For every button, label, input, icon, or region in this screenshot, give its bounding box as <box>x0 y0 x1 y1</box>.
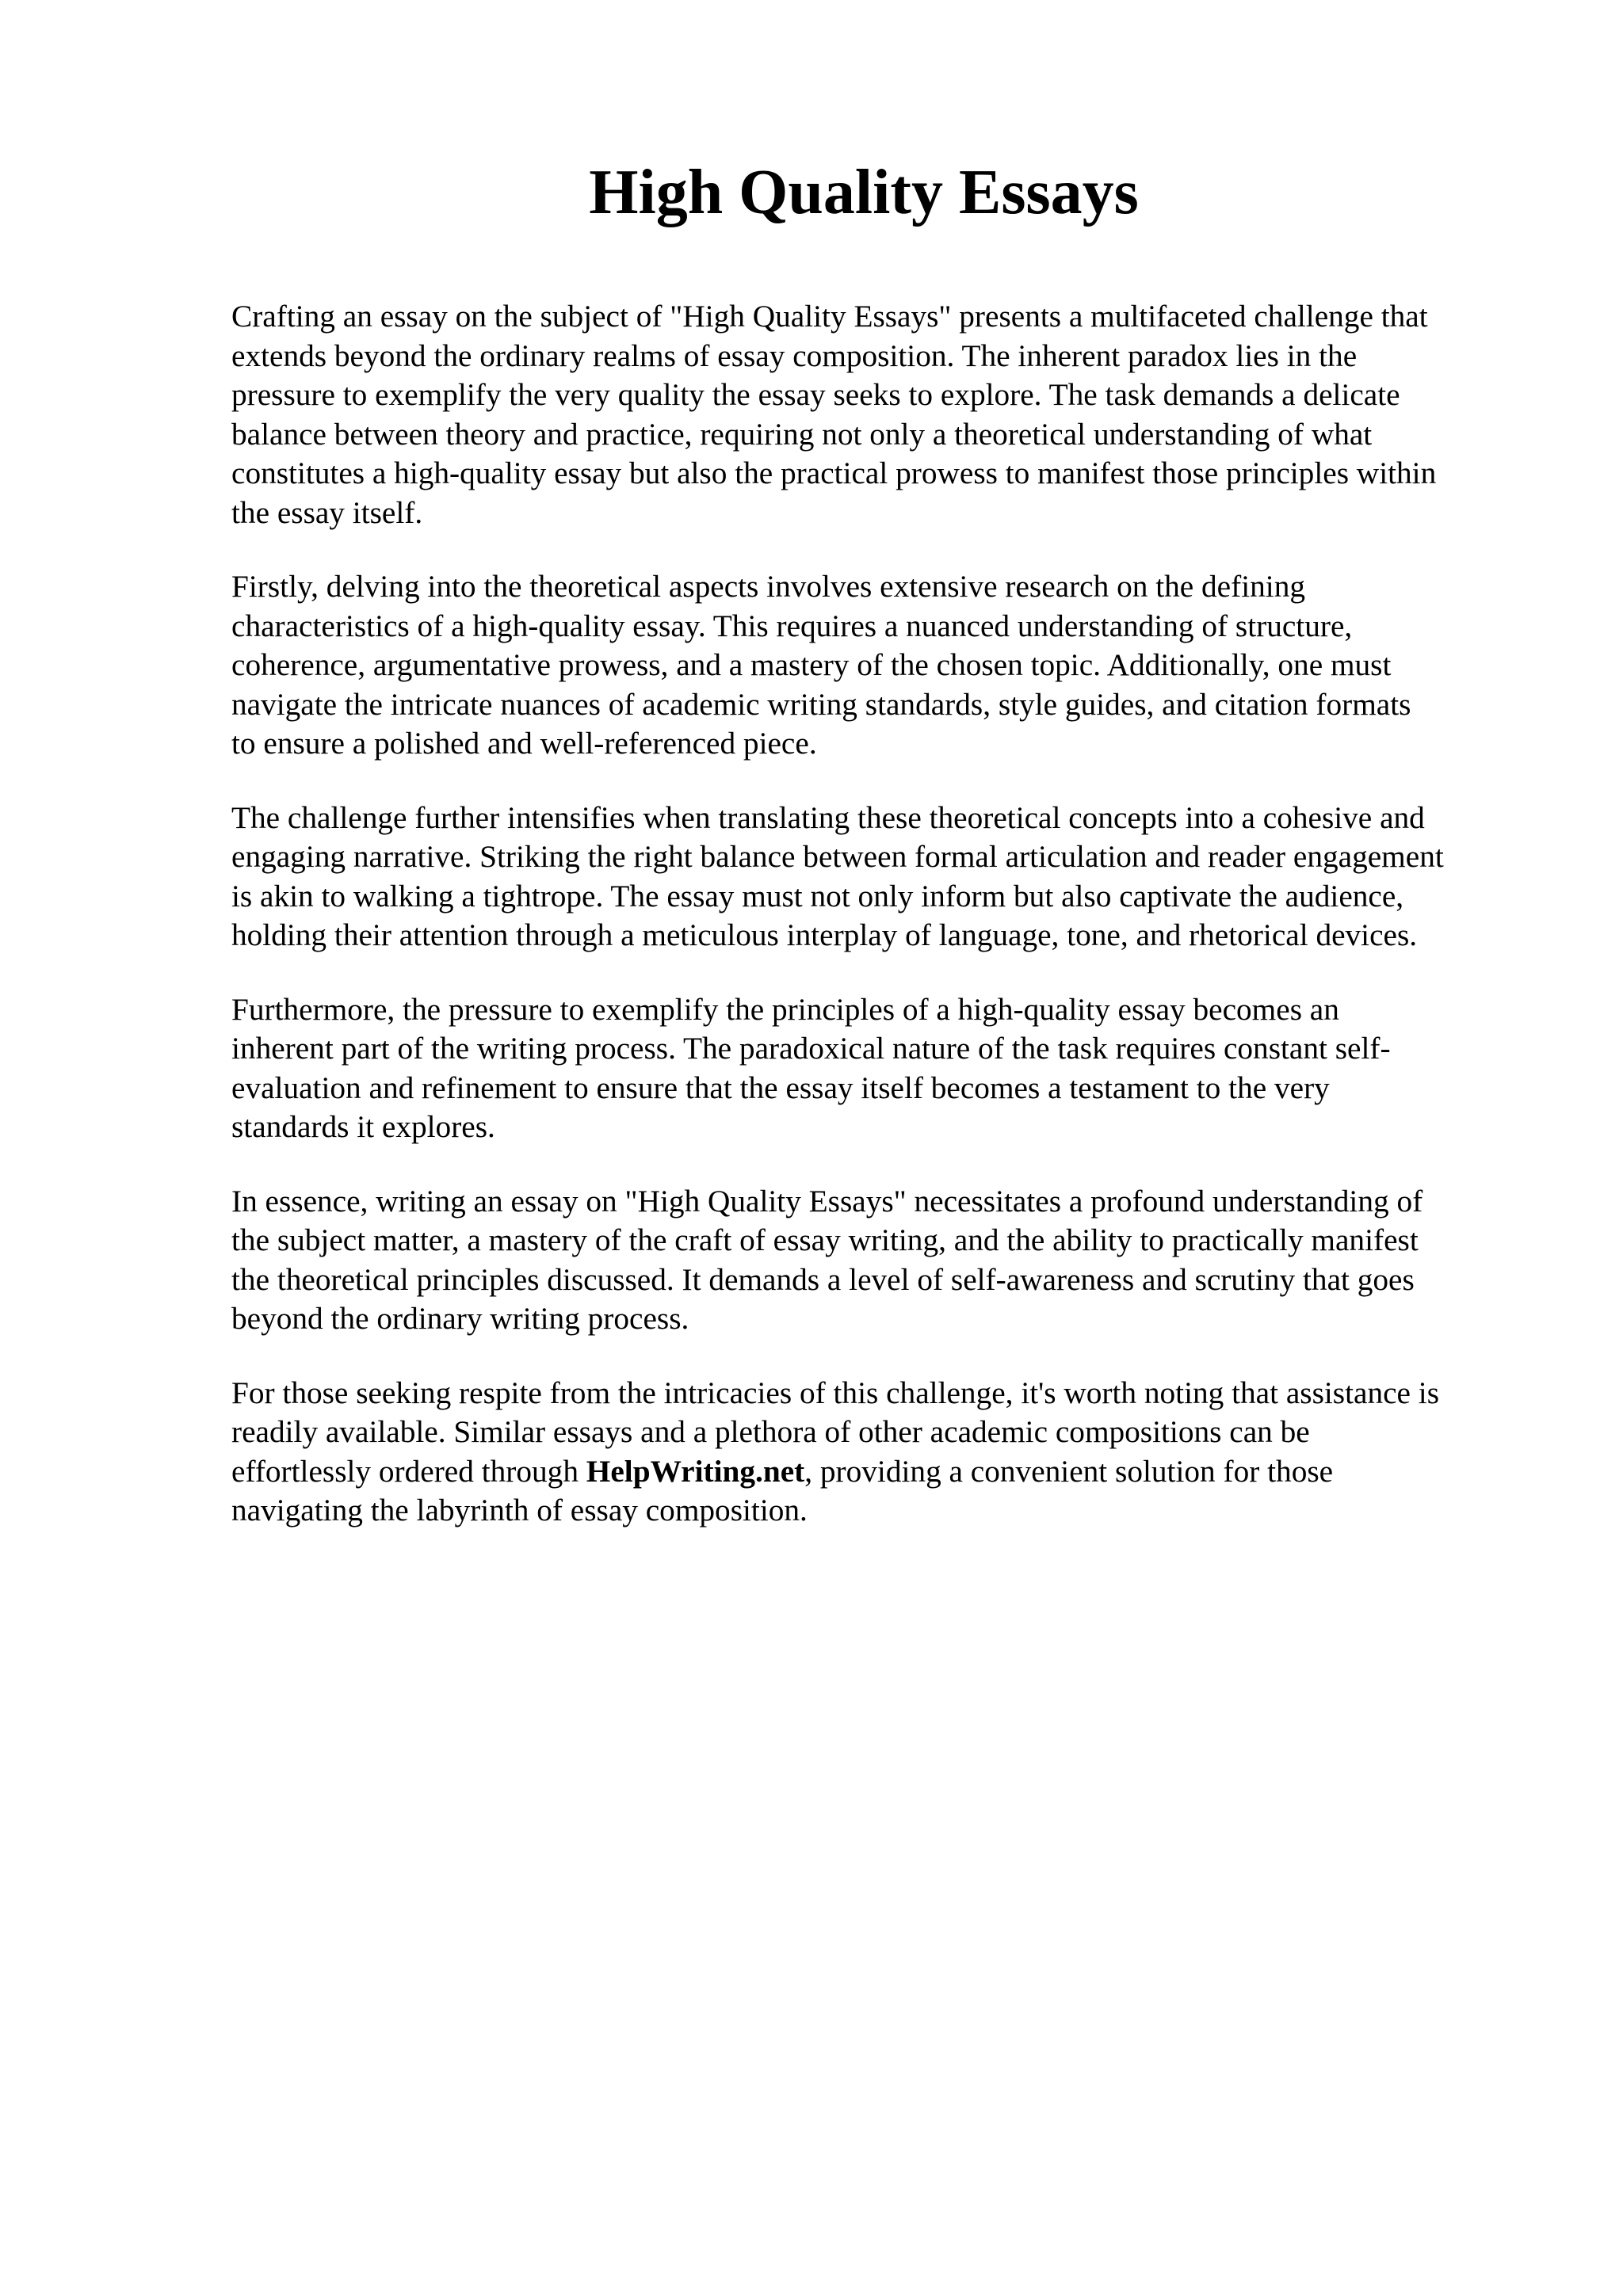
text-line: navigating the labyrinth of essay composition. <box>231 1493 808 1527</box>
text-line: balance between theory and practice, requiring not only a theoretical understanding of what <box>231 416 1373 452</box>
paragraph-4 <box>231 990 1523 1147</box>
text-line: pressure to exemplify the very quality the essay seeks to explore. The task demands a delicate <box>231 377 1400 412</box>
paragraph-5 <box>231 1182 1523 1339</box>
text-line: holding their attention through a meticulous interplay of language, tone, and rhetorical devices. <box>231 917 1418 952</box>
text-fragment: , providing a convenient solution for those <box>804 1453 1334 1489</box>
text-line: the subject matter, a mastery of the craft of essay writing, and the ability to practically manifest <box>231 1222 1419 1257</box>
text-line: For those seeking respite from the intricacies of this challenge, it's worth noting that assistance is <box>231 1375 1440 1410</box>
text-line: Furthermore, the pressure to exemplify the principles of a high-quality essay becomes an <box>231 991 1339 1027</box>
text-line: constitutes a high-quality essay but also the practical prowess to manifest those principles within <box>231 456 1437 490</box>
text-line: beyond the ordinary writing process. <box>231 1301 689 1336</box>
essay-body <box>231 297 1523 1566</box>
text-line: characteristics of a high-quality essay. This requires a nuanced understanding of structure, <box>231 608 1353 643</box>
text-fragment: effortlessly ordered through <box>231 1453 586 1489</box>
text-line: the essay itself. <box>231 494 423 530</box>
text-line: Crafting an essay on the subject of "High Quality Essays" presents a multifaceted challenge that <box>231 299 1428 334</box>
text-line: the theoretical principles discussed. It demands a level of self-awareness and scrutiny that goes <box>231 1261 1415 1297</box>
text-line: coherence, argumentative prowess, and a mastery of the chosen topic. Additionally, one must <box>231 647 1392 682</box>
text-line: The challenge further intensifies when translating these theoretical concepts into a cohesive and <box>231 799 1425 835</box>
text-line: inherent part of the writing process. The paradoxical nature of the task requires constant self- <box>231 1031 1391 1066</box>
text-line: to ensure a polished and well-referenced piece. <box>231 726 817 761</box>
paragraph-2 <box>231 567 1523 764</box>
paragraph-3 <box>231 799 1523 955</box>
text-line: Firstly, delving into the theoretical aspects involves extensive research on the defining <box>231 569 1305 604</box>
text-line: navigate the intricate nuances of academic writing standards, style guides, and citation formats <box>231 686 1411 722</box>
text-line: is akin to walking a tightrope. The essay must not only inform but also captivate the audience, <box>231 878 1404 913</box>
text-line: evaluation and refinement to ensure that the essay itself becomes a testament to the very <box>231 1070 1330 1105</box>
text-line-with-link <box>231 1452 1523 1492</box>
paragraph-1 <box>231 297 1523 532</box>
text-line: readily available. Similar essays and a plethora of other academic compositions can be <box>231 1414 1310 1449</box>
helpwriting-link[interactable]: HelpWriting.net <box>586 1453 805 1489</box>
text-line: In essence, writing an essay on "High Quality Essays" necessitates a profound understanding of <box>231 1183 1423 1219</box>
page-title: High Quality Essays <box>589 158 1139 227</box>
text-line: extends beyond the ordinary realms of essay composition. The inherent paradox lies in the <box>231 338 1358 373</box>
text-line: engaging narrative. Striking the right balance between formal articulation and reader engagement <box>231 839 1444 874</box>
text-line: standards it explores. <box>231 1109 495 1144</box>
paragraph-closing <box>231 1374 1523 1531</box>
